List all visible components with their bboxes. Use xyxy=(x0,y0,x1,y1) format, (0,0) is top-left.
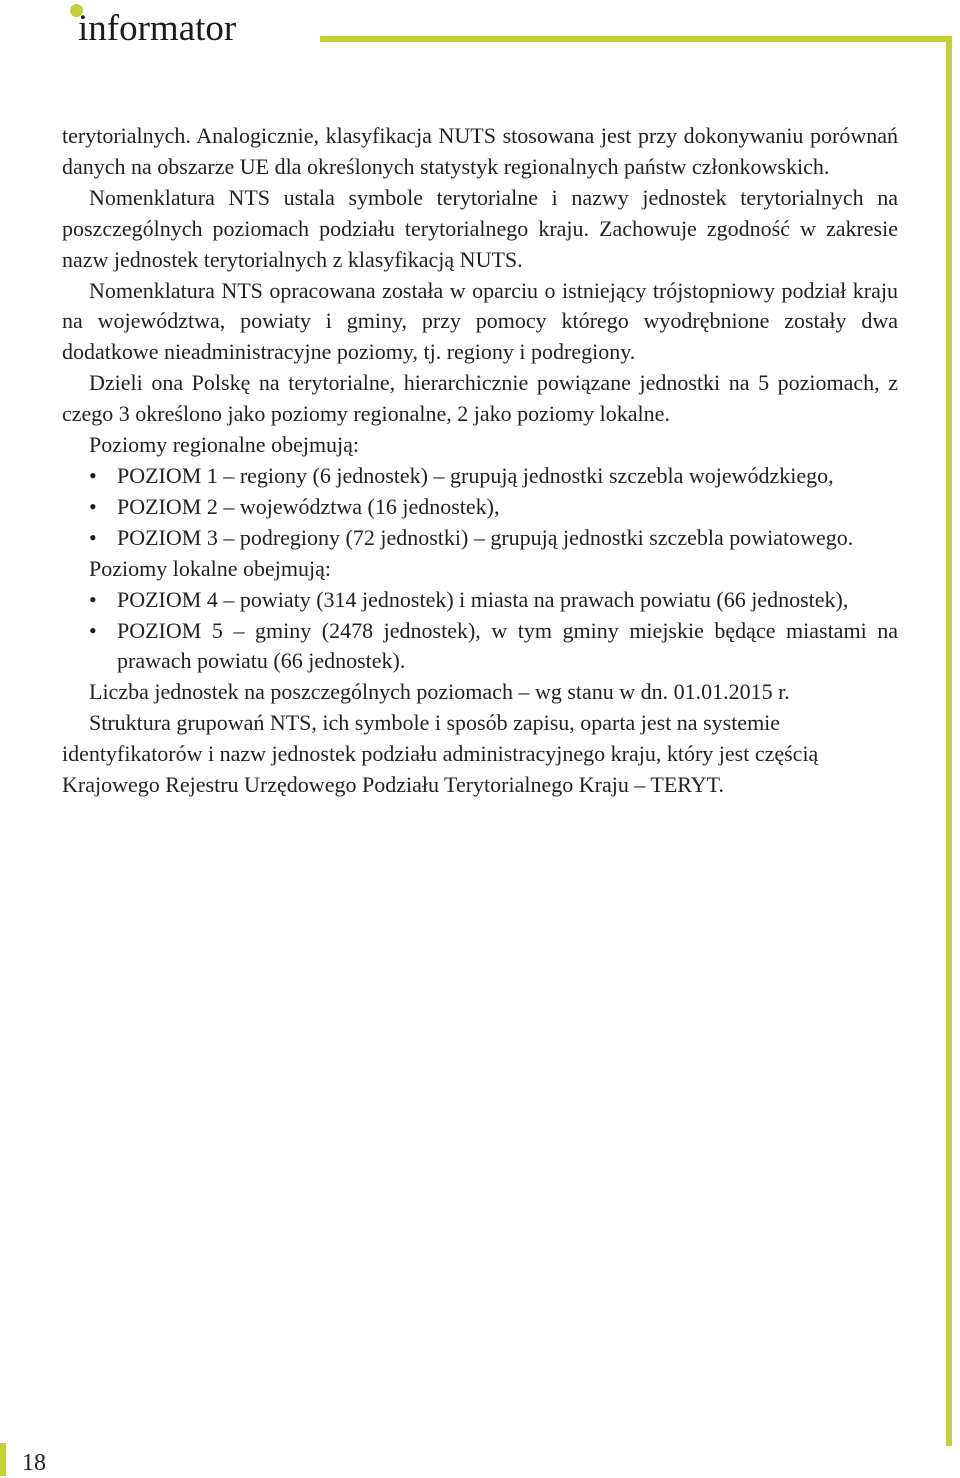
page-number: 18 xyxy=(22,1450,46,1476)
list-item-text: POZIOM 5 – gminy (2478 jednostek), w tym gminy miejskie będące miastami na prawach powiatu (66 jednostek). xyxy=(117,617,898,674)
bullet-icon: • xyxy=(89,524,97,550)
paragraph-1: terytorialnych. Analogicznie, klasyfikacja NUTS stosowana jest przy dokonywaniu porównań danych na obszarze UE dla określonych statystyk regionalnych państw członkowskich. xyxy=(62,123,898,179)
header-rule xyxy=(320,36,952,42)
list-item-text: POZIOM 1 – regiony (6 jednostek) – grupują jednostki szczebla wojewódzkiego, xyxy=(117,462,834,488)
regional-levels-list xyxy=(62,461,898,554)
local-levels-intro: Poziomy lokalne obejmują: xyxy=(89,555,331,581)
paragraph-3: Nomenklatura NTS opracowana została w oparciu o istniejący trójstopniowy podział kraju na województwa, powiaty i gminy, przy pomocy którego wyodrębnione zostały dwa dodatkowe nieadministracyjne poziomy, tj. regiony i podregiony. xyxy=(62,277,898,365)
list-item xyxy=(62,585,898,616)
list-item xyxy=(62,616,898,678)
right-border-rule xyxy=(946,36,952,1446)
list-item-text: POZIOM 3 – podregiony (72 jednostki) – grupują jednostki szczebla powiatowego. xyxy=(117,524,854,550)
list-item-text: POZIOM 2 – województwa (16 jednostek), xyxy=(117,493,500,519)
bullet-icon: • xyxy=(89,617,97,643)
bullet-icon: • xyxy=(89,462,97,488)
page-header xyxy=(0,0,960,60)
publication-title: informator xyxy=(78,8,237,49)
paragraph-units-count: Liczba jednostek na poszczególnych poziomach – wg stanu w dn. 01.01.2015 r. xyxy=(89,679,790,705)
list-item xyxy=(62,492,898,523)
bullet-icon: • xyxy=(89,493,97,519)
paragraph-2: Nomenklatura NTS ustala symbole terytorialne i nazwy jednostek terytorialnych na poszczególnych poziomach podziału terytorialnego kraju. Zachowuje zgodność w zakresie nazw jednostek terytorialnych z klasyfikacją NUTS. xyxy=(62,184,898,272)
list-item xyxy=(62,523,898,554)
left-border-rule xyxy=(0,1443,6,1476)
list-item-text: POZIOM 4 – powiaty (314 jednostek) i miasta na prawach powiatu (66 jednostek), xyxy=(117,586,849,612)
local-levels-list xyxy=(62,585,898,678)
paragraph-4: Dzieli ona Polskę na terytorialne, hierarchicznie powiązane jednostki na 5 poziomach, z czego 3 określono jako poziomy regionalne, 2 jako poziomy lokalne. xyxy=(62,370,898,427)
article-body xyxy=(62,121,898,801)
regional-levels-intro: Poziomy regionalne obejmują: xyxy=(89,432,360,458)
bullet-icon: • xyxy=(89,586,97,612)
list-item xyxy=(62,461,898,492)
paragraph-teryt: Struktura grupowań NTS, ich symbole i sposób zapisu, oparta jest na systemie identyfikatorów i nazw jednostek podziału administracyjnego kraju, który jest częścią Krajowego Rejestru Urzędowego Podziału Terytorialnego Kraju – TERYT. xyxy=(62,710,819,798)
